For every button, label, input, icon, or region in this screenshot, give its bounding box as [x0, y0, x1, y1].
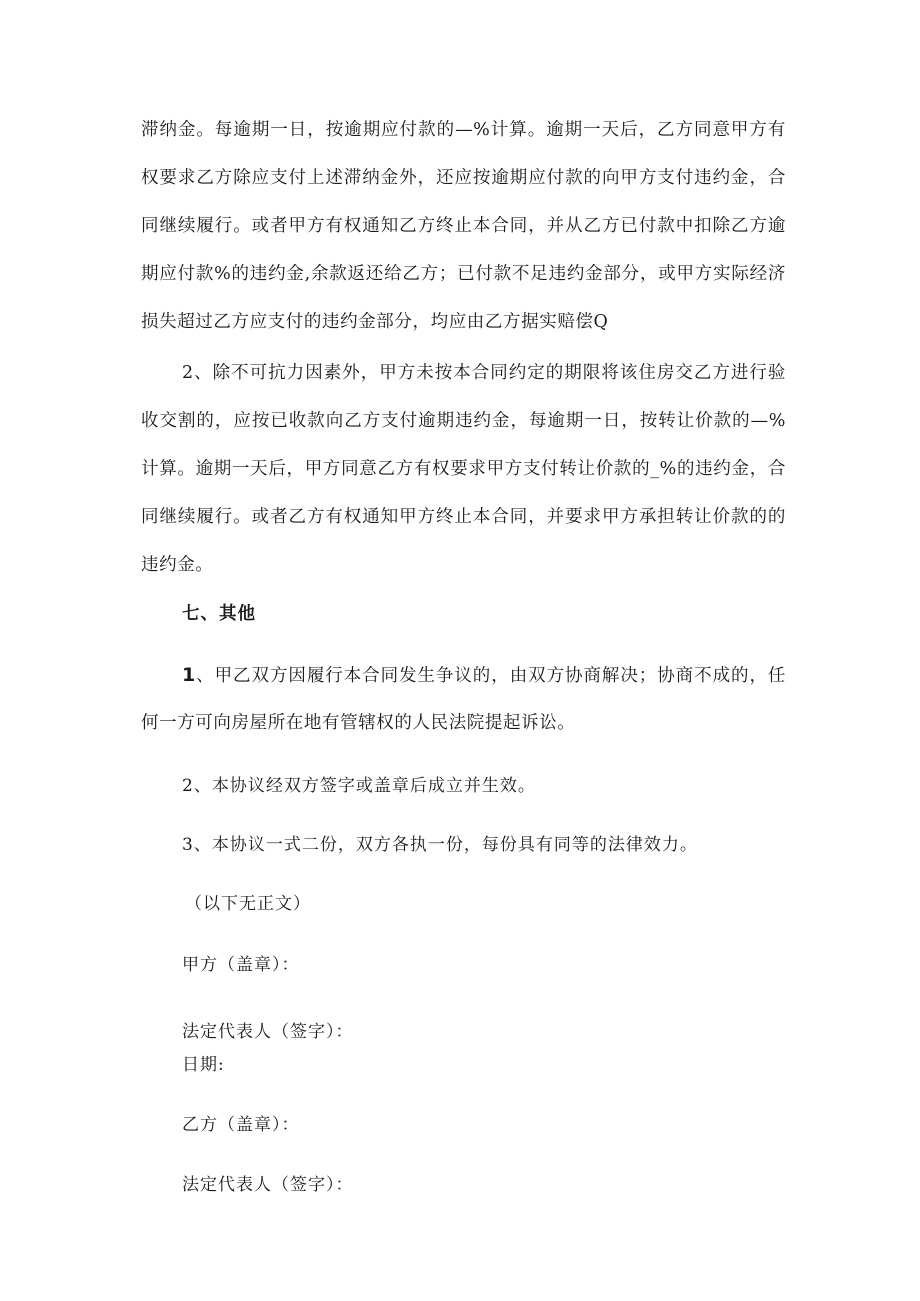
clause-2-body	[141, 397, 786, 589]
text-line: 计算。逾期一天后，甲方同意乙方有权要求甲方支付转让价款的_%的违约金，合	[141, 459, 786, 479]
party-b-seal-label: 乙方（盖章）：	[182, 1115, 300, 1135]
text-line: 损失超过乙方应支付的违约金部分，均应由乙方据实赔偿Q	[141, 312, 609, 332]
party-a-representative-label: 法定代表人（签字）：	[182, 1022, 354, 1042]
text-line: 何一方可向房屋所在地有管辖权的人民法院提起诉讼。	[141, 713, 576, 733]
party-a-date-label: 日期:	[182, 1055, 225, 1075]
item-2: 2、本协议经双方签字或盖章后成立并生效。	[182, 776, 536, 796]
text-line: 同继续履行。或者甲方有权通知乙方终止本合同，并从乙方已付款中扣除乙方逾	[141, 216, 786, 236]
text-line: 2、除不可抗力因素外，甲方未按本合同约定的期限将该住房交乙方进行验	[182, 363, 786, 383]
text-line: 期应付款%的违约金,余款返还给乙方；已付款不足违约金部分，或甲方实际经济	[141, 264, 786, 284]
text-segment: 、甲乙双方因履行本合同发生争议的，由双方协商解决；协商不成的，任	[195, 666, 786, 686]
text-line: 违约金。	[141, 555, 214, 575]
item-1-first-line	[182, 651, 786, 700]
text-line	[182, 651, 786, 700]
item-3: 3、本协议一式二份，双方各执一份，每份具有同等的法律效力。	[182, 835, 698, 855]
paragraph-penalty-continuation	[141, 106, 786, 346]
text-line: 同继续履行。或者乙方有权通知甲方终止本合同，并要求甲方承担转让价款的的	[141, 507, 786, 527]
text-line: 滞纳金。每逾期一日，按逾期应付款的—%计算。逾期一天后，乙方同意甲方有	[141, 120, 786, 140]
party-a-seal-label: 甲方（盖章）：	[182, 955, 300, 975]
item-number: 1	[182, 664, 196, 686]
text-line: 收交割的，应按已收款向乙方支付逾期违约金，每逾期一日，按转让价款的—%	[141, 411, 786, 431]
clause-2-first-line	[182, 349, 786, 397]
section-heading-other: 七、其他	[182, 604, 256, 624]
no-text-below-note: （以下无正文）	[185, 894, 311, 914]
item-1-second-line	[141, 699, 786, 747]
text-line: 权要求乙方除应支付上述滞纳金外，还应按逾期应付款的向甲方支付违约金，合	[141, 168, 786, 188]
party-b-representative-label: 法定代表人（签字）：	[182, 1175, 354, 1195]
